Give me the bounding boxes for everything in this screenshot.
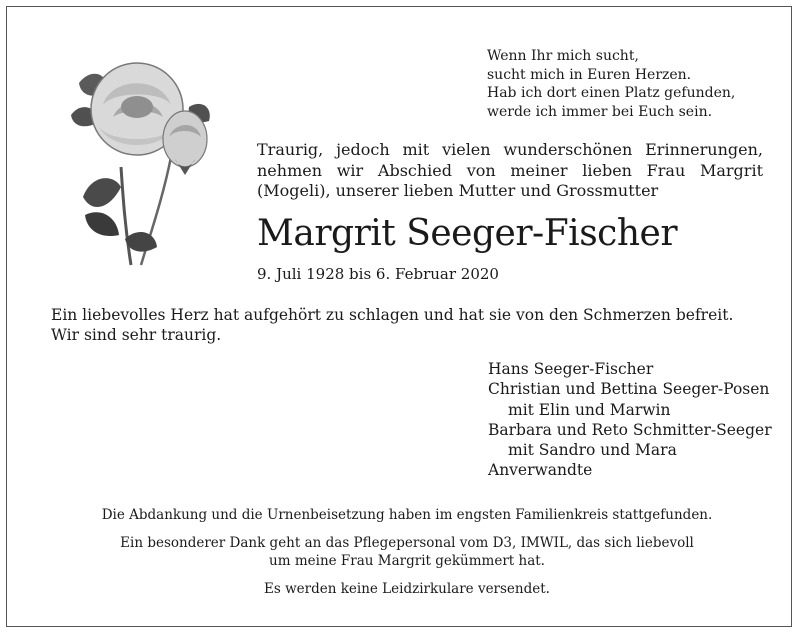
deceased-name: Margrit Seeger-Fischer [257,213,678,254]
mourner: Christian und Bettina Seeger-Posen [488,380,770,399]
mourner: Hans Seeger-Fischer [488,360,654,378]
poem-line: werde ich immer bei Euch sein. [487,103,713,120]
rose-icon [51,47,221,267]
mourner-children: mit Elin und Marwin [508,400,671,419]
intro-text: Traurig, jedoch mit vielen wunderschönen Erinnerungen, nehmen wir Abschied von meiner lieben Frau Margrit (Mogeli), unserer lieben Mutter und Grossmutter [257,140,763,200]
farewell-text [51,305,733,345]
obituary-notice [6,6,792,627]
mourner-children: mit Sandro und Mara [508,441,677,460]
poem-line: Hab ich dort einen Platz gefunden, [487,85,736,102]
thanks-line: Ein besonderer Dank geht an das Pflegepersonal vom D3, IMWIL, das sich liebevoll [120,535,694,551]
ceremony-note: Die Abdankung und die Urnenbeisetzung haben im engsten Familienkreis stattgefunden. [101,507,713,523]
mourner: Anverwandte [488,461,593,480]
farewell-line: Ein liebevolles Herz hat aufgehört zu schlagen und hat sie von den Schmerzen befreit. [51,306,734,324]
mourners-list [488,359,772,481]
mourner: Barbara und Reto Schmitter-Seeger [488,420,772,439]
poem [487,47,735,121]
life-dates: 9. Juli 1928 bis 6. Februar 2020 [257,265,499,283]
thanks-line: um meine Frau Margrit gekümmert hat. [269,552,545,569]
circulars-note: Es werden keine Leidzirkulare versendet. [264,581,550,597]
poem-line: sucht mich in Euren Herzen. [487,66,692,83]
poem-line: Wenn Ihr mich sucht, [487,48,639,64]
thanks-note [47,535,767,570]
farewell-line: Wir sind sehr traurig. [51,326,222,344]
